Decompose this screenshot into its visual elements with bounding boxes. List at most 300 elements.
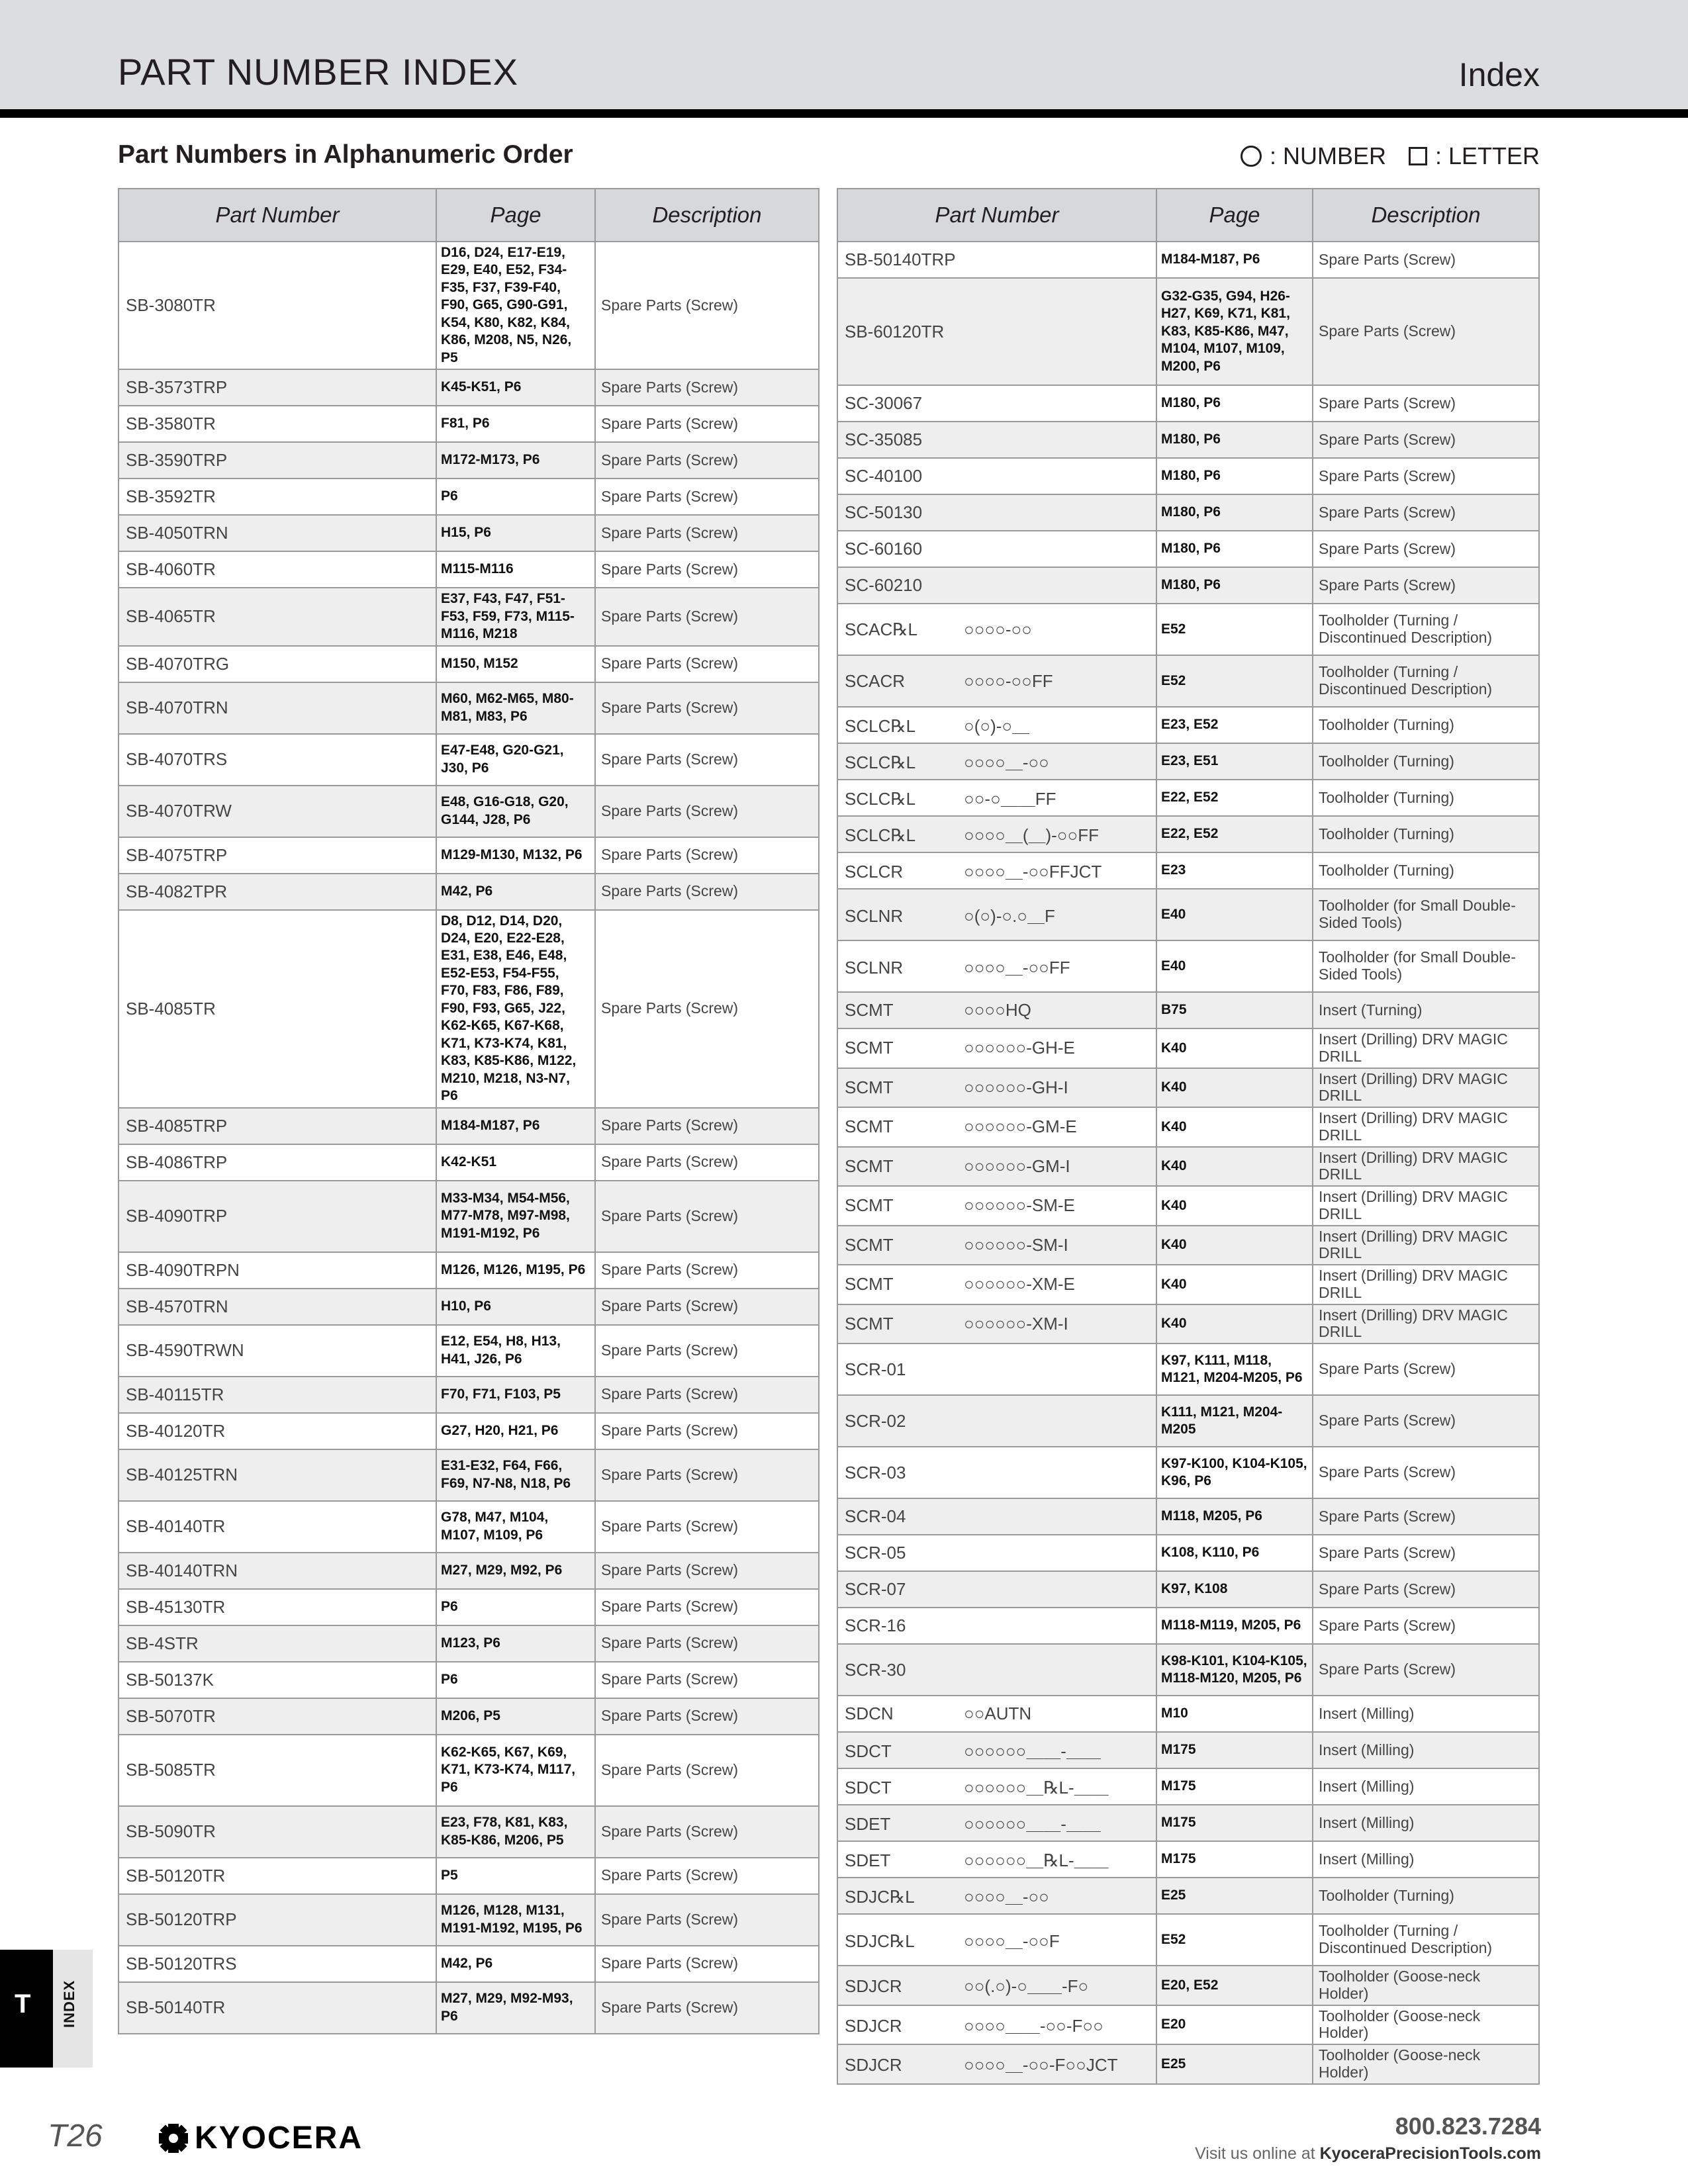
section-tab-label: INDEX bbox=[61, 1979, 77, 2028]
cell-page: B75 bbox=[1156, 992, 1313, 1028]
section-name: Index bbox=[1458, 56, 1540, 93]
symbol-legend bbox=[1241, 142, 1540, 170]
table-row bbox=[118, 874, 819, 910]
table-row bbox=[837, 1841, 1539, 1878]
part-number-text: SCMT bbox=[845, 1116, 894, 1137]
part-number-text: SB-4070TRS bbox=[126, 749, 228, 770]
cell-page: E52 bbox=[1156, 1914, 1313, 1966]
cell-description: Insert (Drilling) DRV MAGIC DRILL bbox=[1313, 1186, 1539, 1226]
part-number-text: SCR-16 bbox=[845, 1615, 906, 1635]
table-row bbox=[837, 743, 1539, 780]
cell-part-number bbox=[837, 1147, 1156, 1187]
cell-page: E47-E48, G20-G21, J30, P6 bbox=[436, 734, 595, 786]
part-number-text: SB-50140TR bbox=[126, 1997, 226, 2018]
table-row bbox=[837, 816, 1539, 852]
cell-description: Spare Parts (Screw) bbox=[595, 1449, 819, 1501]
cell-description: Insert (Drilling) DRV MAGIC DRILL bbox=[1313, 1068, 1539, 1108]
cell-page: E12, E54, H8, H13, H41, J26, P6 bbox=[436, 1325, 595, 1377]
part-number-pattern: ○○○○＿-○○F bbox=[964, 1931, 1060, 1951]
phone-number: 800.823.7284 bbox=[1395, 2113, 1541, 2140]
cell-part-number bbox=[118, 1413, 436, 1449]
table-row bbox=[118, 1589, 819, 1625]
cell-page: G32-G35, G94, H26-H27, K69, K71, K81, K83, K85-K86, M47, M104, M107, M109, M200, P6 bbox=[1156, 278, 1313, 385]
cell-page: K40 bbox=[1156, 1028, 1313, 1068]
cell-part-number bbox=[837, 604, 1156, 655]
cell-part-number bbox=[837, 1265, 1156, 1304]
table-row bbox=[837, 780, 1539, 816]
cell-page: E25 bbox=[1156, 2044, 1313, 2084]
cell-part-number bbox=[118, 874, 436, 910]
part-number-pattern: ○○○○HQ bbox=[964, 1000, 1031, 1020]
cell-part-number bbox=[837, 1068, 1156, 1108]
cell-description: Spare Parts (Screw) bbox=[595, 1501, 819, 1553]
part-number-text: SCLC℞L bbox=[845, 789, 916, 809]
cell-page: E23, E52 bbox=[1156, 707, 1313, 743]
square-letter-icon bbox=[1409, 147, 1427, 165]
cell-page: M129-M130, M132, P6 bbox=[436, 837, 595, 874]
cell-part-number bbox=[837, 1028, 1156, 1068]
cell-description: Toolholder (Turning / Discontinued Description) bbox=[1313, 604, 1539, 655]
cell-description: Spare Parts (Screw) bbox=[595, 682, 819, 734]
part-number-text: SCLC℞L bbox=[845, 825, 916, 845]
section-tab-letter: T bbox=[15, 1989, 31, 2019]
part-number-text: SB-5090TR bbox=[126, 1821, 216, 1842]
cell-part-number bbox=[837, 1107, 1156, 1147]
cell-page: E22, E52 bbox=[1156, 816, 1313, 852]
part-number-text: SB-50120TRS bbox=[126, 1953, 237, 1974]
cell-part-number bbox=[837, 1571, 1156, 1608]
part-number-text: SDJCR bbox=[845, 2015, 902, 2036]
table-row bbox=[118, 1553, 819, 1589]
cell-part-number bbox=[118, 406, 436, 442]
cell-part-number bbox=[118, 1698, 436, 1735]
cell-description: Insert (Drilling) DRV MAGIC DRILL bbox=[1313, 1265, 1539, 1304]
table-row bbox=[118, 837, 819, 874]
part-number-pattern: ○○○○＿(＿)-○○FF bbox=[964, 825, 1099, 845]
part-number-text: SDCT bbox=[845, 1741, 892, 1761]
cell-description: Spare Parts (Screw) bbox=[595, 1289, 819, 1325]
table-row bbox=[118, 1946, 819, 1982]
header-rule bbox=[0, 109, 1688, 118]
part-number-text: SB-40140TRN bbox=[126, 1560, 238, 1580]
cell-page: E20 bbox=[1156, 2005, 1313, 2045]
part-number-pattern: ○○○○○○＿＿-＿＿ bbox=[964, 1814, 1101, 1834]
table-row bbox=[837, 1535, 1539, 1571]
cell-part-number bbox=[837, 1914, 1156, 1966]
circle-number-icon bbox=[1241, 146, 1262, 167]
table-row bbox=[118, 1501, 819, 1553]
part-number-text: SC-40100 bbox=[845, 466, 923, 486]
legend-number-text: : NUMBER bbox=[1269, 142, 1386, 169]
kyocera-logo-icon bbox=[159, 2124, 188, 2153]
part-number-text: SCR-01 bbox=[845, 1359, 906, 1379]
part-number-pattern: ○○○○○○-GM-I bbox=[964, 1156, 1070, 1176]
cell-description: Toolholder (Goose-neck Holder) bbox=[1313, 1966, 1539, 2005]
part-number-pattern: ○(○)-○＿ bbox=[964, 716, 1030, 736]
cell-page: E20, E52 bbox=[1156, 1966, 1313, 2005]
cell-page: K108, K110, P6 bbox=[1156, 1535, 1313, 1571]
part-number-text: SB-50140TRP bbox=[845, 250, 956, 269]
table-row bbox=[118, 1698, 819, 1735]
cell-description: Toolholder (for Small Double-Sided Tools) bbox=[1313, 940, 1539, 992]
cell-part-number bbox=[118, 1252, 436, 1289]
cell-page: M184-M187, P6 bbox=[436, 1108, 595, 1144]
cell-description: Spare Parts (Screw) bbox=[1313, 422, 1539, 458]
cell-part-number bbox=[837, 385, 1156, 422]
table-row bbox=[837, 655, 1539, 707]
table-row bbox=[837, 278, 1539, 385]
cell-part-number bbox=[837, 816, 1156, 852]
cell-part-number bbox=[837, 242, 1156, 278]
cell-description: Spare Parts (Screw) bbox=[595, 1894, 819, 1946]
part-number-text: SCR-03 bbox=[845, 1462, 906, 1482]
table-row bbox=[118, 1181, 819, 1252]
cell-description: Spare Parts (Screw) bbox=[595, 1589, 819, 1625]
cell-page: P6 bbox=[436, 1662, 595, 1698]
part-number-text: SCLNR bbox=[845, 905, 904, 926]
table-header-row bbox=[118, 189, 819, 242]
cell-part-number bbox=[837, 278, 1156, 385]
part-number-text: SC-30067 bbox=[845, 393, 923, 413]
cell-description: Spare Parts (Screw) bbox=[595, 837, 819, 874]
part-number-text: SCMT bbox=[845, 1156, 894, 1176]
cell-description: Spare Parts (Screw) bbox=[1313, 385, 1539, 422]
cell-page: E23 bbox=[1156, 852, 1313, 889]
cell-part-number bbox=[118, 242, 436, 369]
table-row bbox=[118, 786, 819, 837]
cell-page: K40 bbox=[1156, 1186, 1313, 1226]
table-row bbox=[837, 1186, 1539, 1226]
cell-page: K40 bbox=[1156, 1068, 1313, 1108]
website-link[interactable]: KyoceraPrecisionTools.com bbox=[1319, 2144, 1541, 2163]
cell-part-number bbox=[118, 1894, 436, 1946]
cell-page: K97-K100, K104-K105, K96, P6 bbox=[1156, 1447, 1313, 1498]
cell-part-number bbox=[118, 837, 436, 874]
col-header-page: Page bbox=[1156, 189, 1313, 242]
cell-description: Toolholder (Goose-neck Holder) bbox=[1313, 2044, 1539, 2084]
part-number-text: SDJCR bbox=[845, 2055, 902, 2075]
cell-description: Spare Parts (Screw) bbox=[1313, 1571, 1539, 1608]
part-number-text: SCLCR bbox=[845, 862, 904, 882]
cell-description: Spare Parts (Screw) bbox=[1313, 1535, 1539, 1571]
cell-description: Spare Parts (Screw) bbox=[595, 1858, 819, 1894]
part-number-text: SB-4085TRP bbox=[126, 1115, 228, 1136]
cell-description: Toolholder (Turning / Discontinued Description) bbox=[1313, 1914, 1539, 1966]
part-number-text: SB-3590TRP bbox=[126, 450, 228, 471]
cell-description: Spare Parts (Screw) bbox=[595, 478, 819, 515]
part-number-text: SB-60120TR bbox=[845, 321, 945, 341]
cell-part-number bbox=[118, 1946, 436, 1982]
cell-part-number bbox=[118, 1501, 436, 1553]
cell-part-number bbox=[837, 1732, 1156, 1768]
table-row bbox=[118, 1108, 819, 1144]
part-number-text: SB-50120TRP bbox=[126, 1909, 237, 1930]
cell-page: K40 bbox=[1156, 1304, 1313, 1344]
cell-part-number bbox=[837, 1226, 1156, 1265]
cell-description: Spare Parts (Screw) bbox=[1313, 1498, 1539, 1535]
table-row bbox=[837, 1768, 1539, 1805]
part-number-text: SB-3580TR bbox=[126, 414, 216, 434]
part-number-text: SB-3080TR bbox=[126, 295, 216, 316]
table-row bbox=[837, 1571, 1539, 1608]
cell-page: F81, P6 bbox=[436, 406, 595, 442]
part-number-text: SCLC℞L bbox=[845, 716, 916, 736]
part-number-text: SDCN bbox=[845, 1704, 894, 1723]
cell-description: Insert (Milling) bbox=[1313, 1696, 1539, 1732]
table-row bbox=[837, 2005, 1539, 2045]
cell-description: Insert (Drilling) DRV MAGIC DRILL bbox=[1313, 1304, 1539, 1344]
cell-page: M27, M29, M92-M93, P6 bbox=[436, 1982, 595, 2034]
cell-description: Spare Parts (Screw) bbox=[1313, 1395, 1539, 1447]
table-row bbox=[837, 1107, 1539, 1147]
table-row bbox=[837, 1732, 1539, 1768]
cell-part-number bbox=[837, 567, 1156, 604]
cell-page: E31-E32, F64, F66, F69, N7-N8, N18, P6 bbox=[436, 1449, 595, 1501]
cell-page: M175 bbox=[1156, 1841, 1313, 1878]
cell-part-number bbox=[837, 422, 1156, 458]
part-number-pattern: ○○○○○○＿＿-＿＿ bbox=[964, 1741, 1101, 1761]
cell-page: P6 bbox=[436, 478, 595, 515]
cell-description: Spare Parts (Screw) bbox=[595, 1377, 819, 1413]
table-row bbox=[837, 2044, 1539, 2084]
cell-description: Toolholder (Goose-neck Holder) bbox=[1313, 2005, 1539, 2045]
cell-description: Spare Parts (Screw) bbox=[595, 1413, 819, 1449]
part-number-text: SDJC℞L bbox=[845, 1931, 915, 1951]
cell-part-number bbox=[837, 1447, 1156, 1498]
part-number-text: SC-60210 bbox=[845, 575, 923, 595]
cell-description: Spare Parts (Screw) bbox=[595, 515, 819, 551]
col-header-part-number: Part Number bbox=[837, 189, 1156, 242]
cell-description: Spare Parts (Screw) bbox=[595, 874, 819, 910]
section-tab bbox=[0, 1950, 53, 2068]
cell-part-number bbox=[837, 780, 1156, 816]
website-prefix: Visit us online at bbox=[1195, 2144, 1315, 2163]
part-number-text: SCMT bbox=[845, 1077, 894, 1097]
cell-page: K40 bbox=[1156, 1107, 1313, 1147]
cell-description: Toolholder (Turning) bbox=[1313, 816, 1539, 852]
cell-part-number bbox=[837, 889, 1156, 940]
col-header-part-number: Part Number bbox=[118, 189, 436, 242]
table-row bbox=[118, 242, 819, 369]
cell-page: D8, D12, D14, D20, D24, E20, E22-E28, E31, E38, E46, E48, E52-E53, F54-F55, F70, F83, F86, F89, F90, F93, G65, J22, K62-K65, K67-K68, K71, K73-K74, K81, K83, K85-K86, M122, M210, M218, N3-N7, P6 bbox=[436, 910, 595, 1108]
cell-description: Spare Parts (Screw) bbox=[595, 734, 819, 786]
table-row bbox=[837, 1914, 1539, 1966]
part-number-text: SB-4STR bbox=[126, 1633, 199, 1653]
table-row bbox=[837, 1395, 1539, 1447]
cell-description: Insert (Drilling) DRV MAGIC DRILL bbox=[1313, 1226, 1539, 1265]
cell-part-number bbox=[837, 1878, 1156, 1914]
cell-page: K97, K108 bbox=[1156, 1571, 1313, 1608]
cell-description: Spare Parts (Screw) bbox=[1313, 1343, 1539, 1395]
table-header-row bbox=[837, 189, 1539, 242]
cell-part-number bbox=[837, 1696, 1156, 1732]
table-row bbox=[118, 406, 819, 442]
cell-page: E52 bbox=[1156, 655, 1313, 707]
cell-part-number bbox=[118, 646, 436, 682]
table-row bbox=[118, 682, 819, 734]
part-number-text: SB-4090TRPN bbox=[126, 1259, 240, 1280]
part-number-pattern: ○○AUTN bbox=[964, 1704, 1032, 1723]
part-number-text: SB-3592TR bbox=[126, 486, 216, 507]
cell-part-number bbox=[118, 1377, 436, 1413]
cell-description: Spare Parts (Screw) bbox=[595, 588, 819, 645]
cell-part-number bbox=[118, 1325, 436, 1377]
cell-description: Spare Parts (Screw) bbox=[595, 1982, 819, 2034]
col-header-description: Description bbox=[1313, 189, 1539, 242]
part-number-pattern: ○○○○○○＿℞L-＿＿ bbox=[964, 1850, 1109, 1870]
website-line bbox=[1195, 2144, 1541, 2163]
part-number-pattern: ○○○○＿＿-○○-F○○ bbox=[964, 2015, 1103, 2036]
part-number-text: SCMT bbox=[845, 1274, 894, 1295]
cell-description: Spare Parts (Screw) bbox=[595, 1946, 819, 1982]
cell-page: E40 bbox=[1156, 940, 1313, 992]
table-row bbox=[118, 1377, 819, 1413]
part-number-text: SCR-07 bbox=[845, 1579, 906, 1599]
cell-description: Toolholder (Turning) bbox=[1313, 852, 1539, 889]
cell-part-number bbox=[118, 786, 436, 837]
table-row bbox=[837, 1805, 1539, 1841]
part-number-text: SCMT bbox=[845, 1195, 894, 1216]
part-number-text: SB-4065TR bbox=[126, 606, 216, 627]
cell-page: E23, F78, K81, K83, K85-K86, M206, P5 bbox=[436, 1806, 595, 1858]
cell-page: K40 bbox=[1156, 1226, 1313, 1265]
table-row bbox=[118, 1894, 819, 1946]
table-row bbox=[837, 992, 1539, 1028]
part-number-pattern: ○○(.○)-○＿＿-F○ bbox=[964, 1976, 1089, 1997]
part-index-table-right bbox=[837, 188, 1540, 2085]
cell-description: Spare Parts (Screw) bbox=[1313, 1447, 1539, 1498]
cell-page: E52 bbox=[1156, 604, 1313, 655]
cell-part-number bbox=[118, 1662, 436, 1698]
part-number-text: SB-40120TR bbox=[126, 1420, 226, 1441]
cell-description: Spare Parts (Screw) bbox=[595, 1108, 819, 1144]
part-number-pattern: ○○○○○○＿℞L-＿＿ bbox=[964, 1778, 1109, 1797]
part-number-text: SCMT bbox=[845, 1000, 894, 1020]
cell-part-number bbox=[118, 1858, 436, 1894]
part-index-table-left bbox=[118, 188, 820, 2034]
part-number-text: SB-4086TRP bbox=[126, 1152, 228, 1172]
part-number-text: SB-4060TR bbox=[126, 559, 216, 580]
cell-description: Insert (Drilling) DRV MAGIC DRILL bbox=[1313, 1107, 1539, 1147]
part-number-text: SCMT bbox=[845, 1234, 894, 1255]
table-row bbox=[837, 604, 1539, 655]
part-number-pattern: ○○○○○○-GM-E bbox=[964, 1116, 1077, 1137]
table-row bbox=[837, 1447, 1539, 1498]
cell-page: M42, P6 bbox=[436, 874, 595, 910]
cell-part-number bbox=[118, 1449, 436, 1501]
cell-page: M175 bbox=[1156, 1768, 1313, 1805]
part-number-text: SB-50120TR bbox=[126, 1865, 226, 1886]
cell-page: M27, M29, M92, P6 bbox=[436, 1553, 595, 1589]
part-number-pattern: ○○○○○○-GH-I bbox=[964, 1077, 1068, 1097]
cell-description: Insert (Milling) bbox=[1313, 1841, 1539, 1878]
table-row bbox=[837, 1028, 1539, 1068]
legend-letter-text: : LETTER bbox=[1434, 142, 1540, 169]
table-row bbox=[118, 478, 819, 515]
cell-part-number bbox=[118, 515, 436, 551]
part-number-text: SC-35085 bbox=[845, 430, 923, 449]
table-row bbox=[837, 567, 1539, 604]
part-number-text: SDET bbox=[845, 1814, 891, 1834]
cell-page: M126, M126, M195, P6 bbox=[436, 1252, 595, 1289]
part-number-pattern: ○○○○○○-SM-E bbox=[964, 1195, 1075, 1216]
cell-page: M60, M62-M65, M80-M81, M83, P6 bbox=[436, 682, 595, 734]
cell-description: Toolholder (Turning) bbox=[1313, 743, 1539, 780]
cell-part-number bbox=[118, 551, 436, 588]
cell-part-number bbox=[837, 1841, 1156, 1878]
table-row bbox=[118, 1144, 819, 1181]
part-number-pattern: ○(○)-○.○＿F bbox=[964, 905, 1055, 926]
part-number-text: SB-4090TRP bbox=[126, 1206, 228, 1226]
part-number-pattern: ○○○○○○-XM-I bbox=[964, 1313, 1068, 1334]
table-row bbox=[837, 1696, 1539, 1732]
cell-description: Spare Parts (Screw) bbox=[595, 910, 819, 1108]
cell-part-number bbox=[837, 655, 1156, 707]
part-number-text: SCR-04 bbox=[845, 1506, 906, 1526]
cell-page: M184-M187, P6 bbox=[1156, 242, 1313, 278]
table-row bbox=[837, 531, 1539, 567]
cell-description: Insert (Milling) bbox=[1313, 1732, 1539, 1768]
table-row bbox=[837, 852, 1539, 889]
cell-page: M118-M119, M205, P6 bbox=[1156, 1608, 1313, 1644]
cell-page: K42-K51 bbox=[436, 1144, 595, 1181]
cell-page: M175 bbox=[1156, 1805, 1313, 1841]
part-number-text: SDET bbox=[845, 1850, 891, 1870]
cell-page: E48, G16-G18, G20, G144, J28, P6 bbox=[436, 786, 595, 837]
cell-page: K40 bbox=[1156, 1265, 1313, 1304]
part-number-pattern: ○○○○＿-○○-F○○JCT bbox=[964, 2055, 1118, 2075]
part-number-text: SB-4085TR bbox=[126, 998, 216, 1019]
cell-part-number bbox=[837, 458, 1156, 494]
table-row bbox=[837, 889, 1539, 940]
part-number-text: SB-50137K bbox=[126, 1669, 214, 1690]
section-tab-label-box bbox=[53, 1950, 93, 2068]
table-row bbox=[118, 646, 819, 682]
cell-part-number bbox=[837, 992, 1156, 1028]
table-row bbox=[837, 1304, 1539, 1344]
part-number-text: SCAC℞L bbox=[845, 619, 918, 639]
cell-page: M180, P6 bbox=[1156, 531, 1313, 567]
table-row bbox=[837, 1878, 1539, 1914]
part-number-text: SCMT bbox=[845, 1038, 894, 1058]
cell-part-number bbox=[837, 1805, 1156, 1841]
part-number-text: SB-45130TR bbox=[126, 1596, 226, 1617]
part-number-pattern: ○○○○＿-○○FFJCT bbox=[964, 862, 1102, 882]
part-number-text: SCMT bbox=[845, 1313, 894, 1334]
page-subtitle: Part Numbers in Alphanumeric Order bbox=[118, 140, 573, 169]
col-header-page: Page bbox=[436, 189, 595, 242]
part-number-pattern: ○○○○-○○FF bbox=[964, 670, 1053, 691]
part-number-text: SB-4082TPR bbox=[126, 881, 228, 901]
cell-page: E25 bbox=[1156, 1878, 1313, 1914]
cell-description: Toolholder (Turning) bbox=[1313, 780, 1539, 816]
table-row bbox=[837, 1644, 1539, 1696]
part-number-text: SB-40115TR bbox=[126, 1384, 224, 1404]
cell-part-number bbox=[118, 1553, 436, 1589]
part-number-text: SDJC℞L bbox=[845, 1887, 915, 1907]
cell-part-number bbox=[118, 442, 436, 478]
cell-description: Insert (Milling) bbox=[1313, 1805, 1539, 1841]
part-number-text: SB-3573TRP bbox=[126, 377, 228, 398]
table-row bbox=[837, 494, 1539, 531]
cell-part-number bbox=[837, 1395, 1156, 1447]
table-row bbox=[118, 1735, 819, 1806]
cell-part-number bbox=[837, 743, 1156, 780]
part-number-text: SC-60160 bbox=[845, 539, 923, 559]
part-number-pattern: ○○○○○○-GH-E bbox=[964, 1038, 1075, 1058]
cell-page: M126, M128, M131, M191-M192, M195, P6 bbox=[436, 1894, 595, 1946]
kyocera-logo bbox=[159, 2120, 363, 2156]
